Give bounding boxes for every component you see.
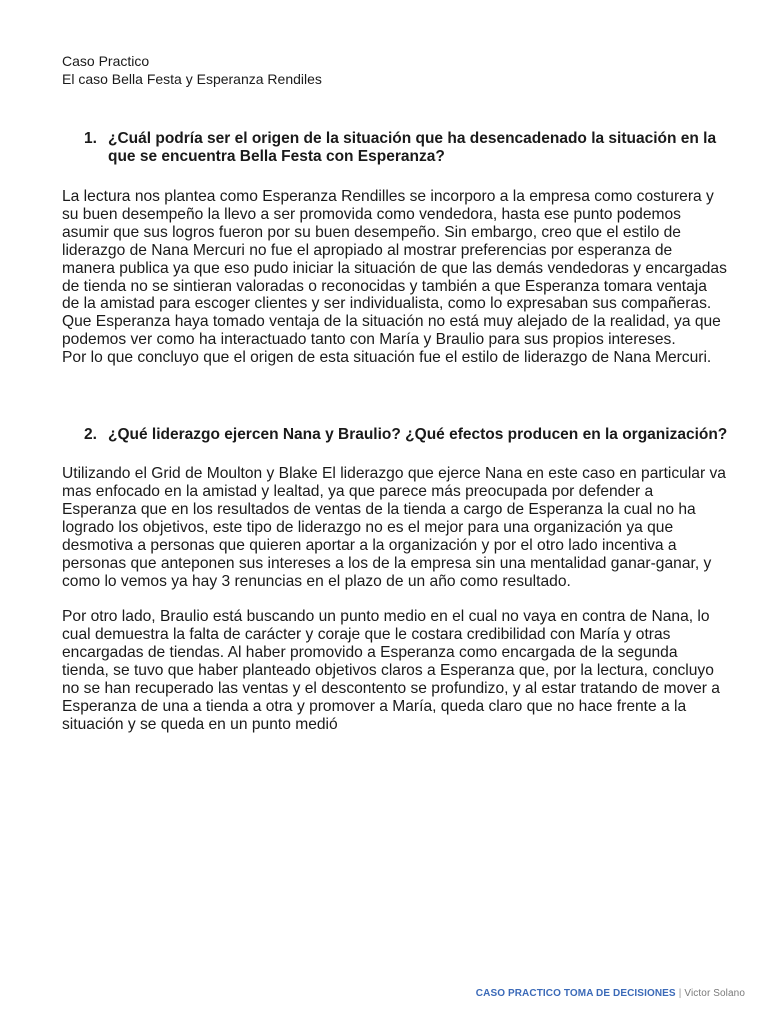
question-2	[62, 426, 728, 444]
footer-separator: |	[678, 988, 682, 999]
footer-title: CASO PRACTICO TOMA DE DECISIONES	[475, 988, 676, 999]
question-2-number: 2.	[84, 426, 97, 444]
question-2-text: ¿Qué liderazgo ejercen Nana y Braulio? ¿Qué efectos producen en la organización?	[108, 426, 728, 444]
document-page	[62, 52, 728, 734]
answer-2-paragraph-2: Por otro lado, Braulio está buscando un punto medio en el cual no vaya en contra de Nana, lo cual demuestra la falta de carácter y coraje que le costara credibilidad con María y otras encargadas de tiendas. Al haber promovido a Esperanza como encargada de la segunda tienda, se tuvo que haber planteado objetivos claros a Esperanza que, por la lectura, concluyo no se han recuperado las ventas y el descontento se profundizo, y al estar tratando de mover a Esperanza de una a tienda a otra y promover a María, queda claro que no hace frente a la situación y se queda en un punto medió	[62, 608, 720, 733]
question-1	[62, 130, 728, 166]
answer-2-paragraph-1: Utilizando el Grid de Moulton y Blake El liderazgo que ejerce Nana en este caso en particular va mas enfocado en la amistad y lealtad, ya que parece más preocupada por defender a Esperanza que en los resultados de ventas de la tienda a cargo de Esperanza la cual no ha logrado los objetivos, este tipo de liderazgo no es el mejor para una organización ya que desmotiva a personas que quieren aportar a la organización y por el otro lado incentiva a personas que anteponen sus intereses a los de la empresa sin una mentalidad ganar-ganar, y como lo vemos ya hay 3 renuncias en el plazo de un año como resultado.	[62, 465, 726, 590]
question-1-number: 1.	[84, 130, 97, 147]
document-header-subtitle: El caso Bella Festa y Esperanza Rendiles	[62, 71, 322, 87]
footer-author: Victor Solano	[684, 988, 745, 999]
document-header-title: Caso Practico	[62, 53, 150, 69]
page-footer	[476, 988, 745, 1000]
answer-1-paragraph: La lectura nos plantea como Esperanza Rendilles se incorporo a la empresa como costurera y su buen desempeño la llevo a ser promovida como vendedora, hasta ese punto podemos asumir que sus logros fueron por su buen desempeño. Sin embargo, creo que el estilo de liderazgo de Nana Mercuri no fue el apropiado al mostrar preferencias por esperanza de manera publica ya que eso pudo iniciar la situación de que las demás vendedoras y encargadas de tienda no se sintieran valoradas o reconocidas y también a que Esperanza tomara ventaja de la amistad para escoger clientes y ser individualista, como lo expresaban sus compañeras. Que Esperanza haya tomado ventaja de la situación no está muy alejado de la realidad, ya que podemos ver como ha interactuado tanto con María y Braulio para sus propios intereses. Por lo que concluyo que el origen de esta situación fue el estilo de liderazgo de Nana Mercuri.	[62, 188, 727, 367]
question-1-text: ¿Cuál podría ser el origen de la situación que ha desencadenado la situación en la que se encuentra Bella Festa con Esperanza?	[108, 130, 717, 165]
